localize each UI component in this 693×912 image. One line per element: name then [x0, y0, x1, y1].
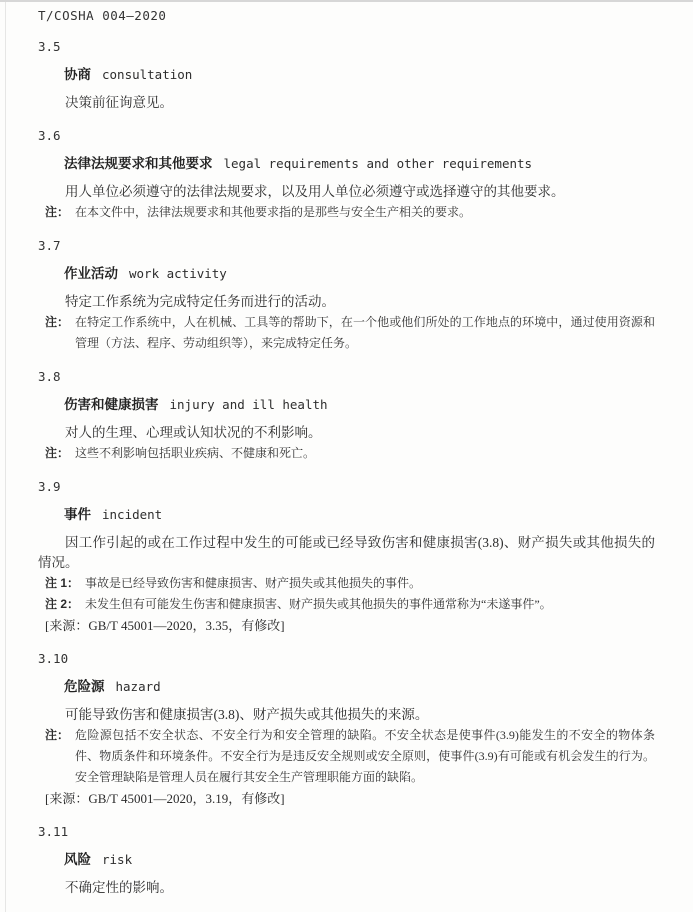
note-label: 注 1： [45, 576, 80, 590]
term-chinese: 风险 [64, 852, 91, 867]
note-label: 注： [45, 205, 70, 219]
section-number: 3.10 [38, 651, 69, 666]
section-number: 3.5 [38, 39, 61, 54]
scan-edge-left [5, 2, 6, 912]
term-heading [64, 264, 655, 283]
term-chinese: 伤害和健康损害 [64, 397, 159, 412]
note [45, 202, 655, 223]
section-number: 3.6 [38, 128, 61, 143]
term-english: injury and ill health [169, 397, 328, 412]
source-line: [来源：GB/T 45001—2020，3.19，有修改] [45, 791, 285, 806]
term-chinese: 事件 [64, 507, 91, 522]
note [45, 725, 655, 788]
note-text: 未发生但有可能发生伤害和健康损害、财产损失或其他损失的事件通常称为“未遂事件”。 [85, 597, 552, 611]
term-heading [64, 65, 655, 84]
term-chinese: 作业活动 [64, 266, 118, 281]
section-3-5 [38, 38, 655, 113]
definition-text: 特定工作系统为完成特定任务而进行的活动。 [65, 294, 335, 309]
term-chinese: 法律法规要求和其他要求 [64, 156, 213, 171]
term-english: consultation [102, 67, 193, 82]
note-text: 这些不利影响包括职业疾病、不健康和死亡。 [75, 446, 316, 460]
section-number: 3.9 [38, 479, 61, 494]
definition-text: 对人的生理、心理或认知状况的不利影响。 [65, 425, 322, 440]
note-text: 危险源包括不安全状态、不安全行为和安全管理的缺陷。不安全状态是使事件(3.9)能发生的不安全的物体条件、物质条件和环境条件。不安全行为是违反安全规则或安全原则，使事件(3.9)有可能或有机会发生的行为。安全管理缺陷是管理人员在履行其安全生产管理职能方面的缺陷。 [75, 728, 655, 784]
term-english: work activity [129, 266, 227, 281]
section-number: 3.7 [38, 238, 61, 253]
note-label: 注： [45, 446, 70, 460]
term-heading [64, 677, 655, 696]
source-line: [来源：GB/T 45001—2020，3.35，有修改] [45, 618, 285, 633]
note-text: 在特定工作系统中，人在机械、工具等的帮助下，在一个他或他们所处的工作地点的环境中，通过使用资源和管理（方法、程序、劳动组织等），来完成特定任务。 [75, 315, 655, 350]
section-3-10 [38, 650, 655, 809]
note [45, 594, 655, 615]
term-heading [64, 154, 655, 173]
section-number: 3.11 [38, 824, 69, 839]
document-number-header: T/COSHA 004—2020 [38, 8, 167, 23]
section-3-8 [38, 368, 655, 464]
note [45, 443, 655, 464]
scan-edge-top [0, 0, 693, 2]
section-3-11 [38, 823, 655, 898]
term-heading [64, 395, 655, 414]
definition-text: 可能导致伤害和健康损害(3.8)、财产损失或其他损失的来源。 [65, 707, 429, 722]
term-chinese: 协商 [64, 67, 91, 82]
section-number: 3.8 [38, 369, 61, 384]
section-3-7 [38, 237, 655, 354]
definition-text: 因工作引起的或在工作过程中发生的可能或已经导致伤害和健康损害(3.8)、财产损失或其他损失的情况。 [38, 535, 655, 570]
definition-text: 用人单位必须遵守的法律法规要求，以及用人单位必须遵守或选择遵守的其他要求。 [65, 184, 565, 199]
term-english: incident [102, 507, 163, 522]
term-english: risk [102, 852, 133, 867]
section-3-9 [38, 478, 655, 636]
note-label: 注： [45, 315, 70, 329]
note [45, 573, 655, 594]
note-label: 注 2： [45, 597, 80, 611]
note-label: 注： [45, 728, 70, 742]
definition-text: 不确定性的影响。 [65, 880, 173, 895]
term-heading [64, 505, 655, 524]
note [45, 312, 655, 354]
term-heading [64, 850, 655, 869]
note-text: 在本文件中，法律法规要求和其他要求指的是那些与安全生产相关的要求。 [75, 205, 472, 219]
term-english: legal requirements and other requirements [223, 156, 533, 171]
note-text: 事故是已经导致伤害和健康损害、财产损失或其他损失的事件。 [85, 576, 422, 590]
term-chinese: 危险源 [64, 679, 105, 694]
section-3-6 [38, 127, 655, 223]
definition-text: 决策前征询意见。 [65, 95, 173, 110]
term-english: hazard [115, 679, 161, 694]
